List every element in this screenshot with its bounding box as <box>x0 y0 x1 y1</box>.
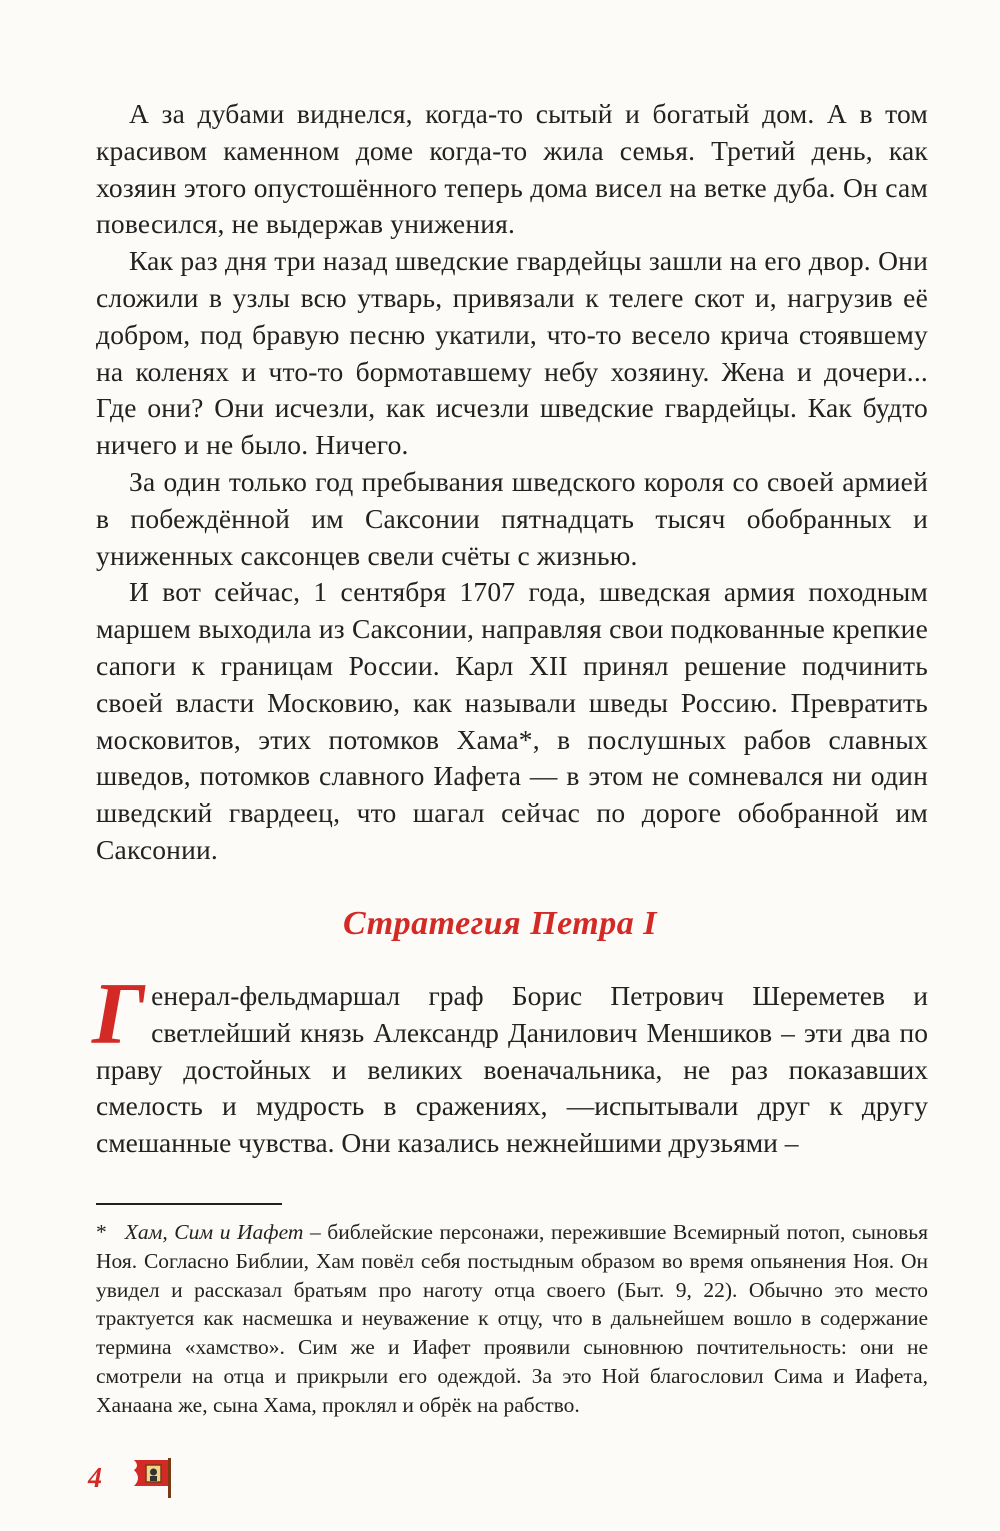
footnote <box>96 1218 928 1420</box>
paragraph-2: Как раз дня три назад шведские гвардейцы зашли на его двор. Они сложили в узлы всю утварь, привязали к телеге скот и, нагрузив её добром, под бравую песню укатили, что-то весело крича стоявшему на коленях и что-то бормотавшему небу хозяину. Жена и дочери... Где они? Они исчезли, как исчезли шведские гвардейцы. Как будто ничего и не было. Ничего. <box>96 245 928 461</box>
footnote-term: Хам, Сим и Иафет <box>124 1220 304 1244</box>
section-body <box>92 966 928 1162</box>
main-text <box>96 96 928 869</box>
footnote-mark: * <box>96 1220 107 1244</box>
paragraph-1: А за дубами виднелся, когда-то сытый и богатый дом. А в том красивом каменном доме когда-то жила семья. Третий день, как хозяин этого опустошённого теперь дома висел на ветке дуба. Он сам повесился, не выдержав унижения. <box>96 98 928 240</box>
section-heading: Стратегия Петра I <box>343 905 657 942</box>
drop-cap: Г <box>92 966 146 1063</box>
banner-emblem-icon <box>128 1456 178 1500</box>
page-number: 4 <box>88 1463 102 1494</box>
paragraph-4: И вот сейчас, 1 сентября 1707 года, шведская армия походным маршем выходила из Саксонии, направляя свои подкованные крепкие сапоги к границам России. Карл XII принял решение подчинить своей власти Московию, как называли шведы Россию. Превратить московитов, этих потомков Хама*, в послушных рабов славных шведов, потомков славного Иафета — в этом не сомневался ни один шведский гвардеец, что шагал сейчас по дороге обобранной им Саксонии. <box>96 576 928 865</box>
section-paragraph: енерал-фельдмаршал граф Борис Петрович Шереметев и светлейший князь Александр Данилович Меншиков – эти два по праву достойных и великих военачальника, не раз показавших смелость и мудрость в сражениях, —испытывали друг к другу смешанные чувства. Они казались нежнейшими друзьями – <box>96 980 928 1159</box>
paragraph-3: За один только год пребывания шведского короля со своей армией в побеждённой им Саксонии пятнадцать тысяч обобранных и униженных саксонцев свели счёты с жизнью. <box>96 465 928 571</box>
footnote-divider <box>96 1203 282 1205</box>
footnote-text: – библейские персонажи, пережившие Всемирный потоп, сыновья Ноя. Согласно Библии, Хам повёл себя постыдным образом во время опьянения Ноя. Он увидел и рассказал братьям про наготу отца своего (Быт. 9, 22). Обычно это место трактуется как насмешка и неуважение к отцу, что в дальнейшем вошло в содержание термина «хамство». Сим же и Иафет проявили сыновнюю почтительность: они не смотрели на отца и прикрыли его одеждой. За это Ной благословил Сима и Иафета, Ханаана же, сына Хама, проклял и обрёк на рабство. <box>96 1220 929 1417</box>
